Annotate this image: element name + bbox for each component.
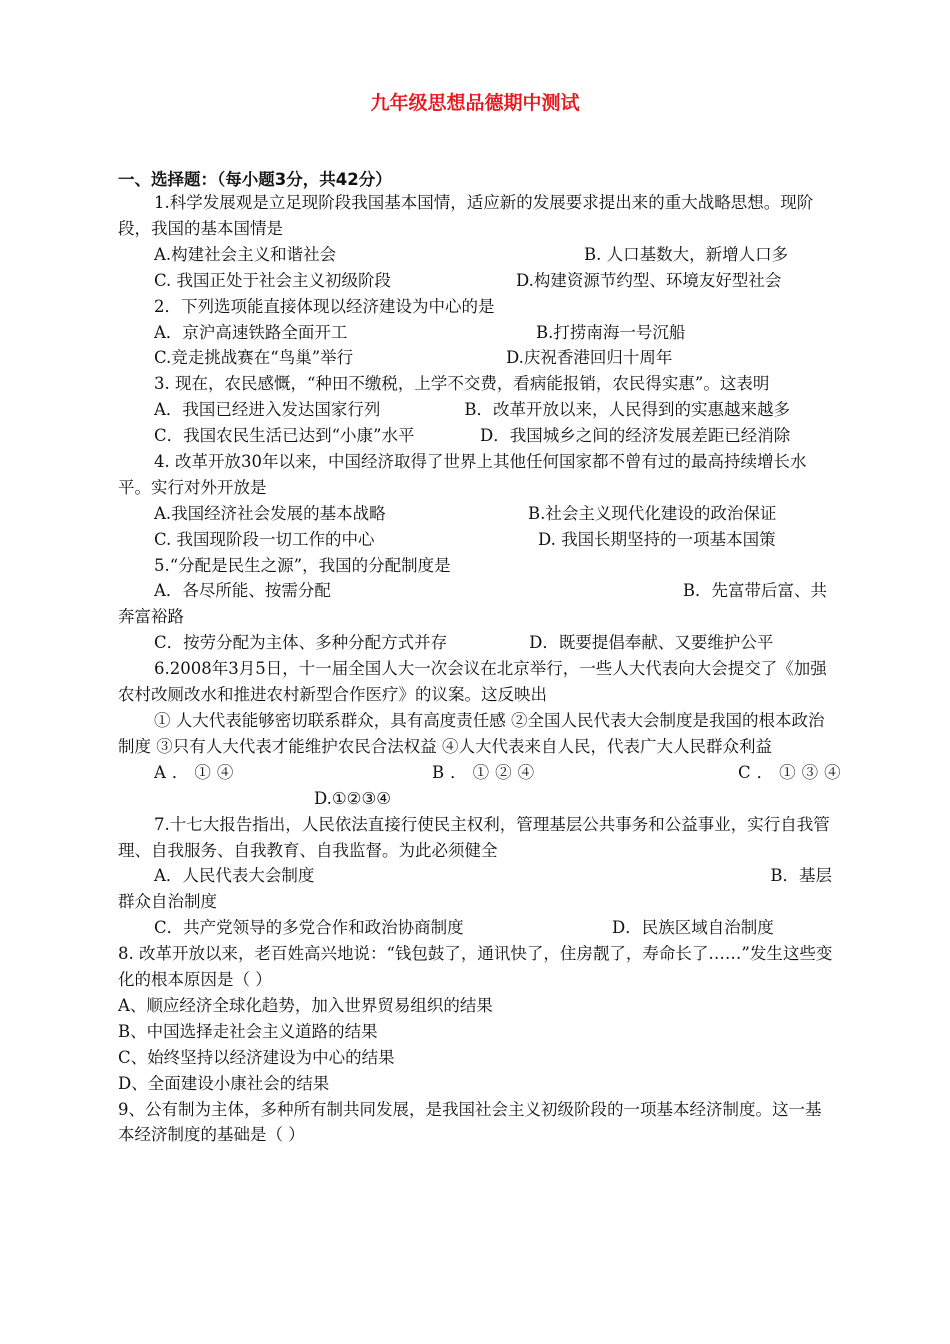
section-heading: 一、选择题：（每小题3分，共42分） bbox=[118, 170, 392, 189]
option-row-wrapped bbox=[118, 397, 834, 423]
option: D、全面建设小康社会的结果 bbox=[118, 1073, 330, 1093]
option: B. 人口基数大，新增人口多 bbox=[584, 244, 789, 264]
option-row-wrapped bbox=[118, 578, 834, 630]
option-row bbox=[118, 760, 847, 786]
option: D.构建资源节约型、环境友好型社会 bbox=[516, 270, 782, 290]
option: A、顺应经济全球化趋势，加入世界贸易组织的结果 bbox=[118, 995, 493, 1015]
page-title: 九年级思想品德期中测试 bbox=[370, 92, 580, 114]
option: B.社会主义现代化建设的政治保证 bbox=[528, 503, 777, 523]
option: C．我国农民生活已达到“小康”水平 bbox=[154, 426, 415, 446]
question-stem: 3. 现在，农民感慨，“种田不缴税，上学不交费，看病能报销，农民得实惠”。这表明 bbox=[154, 374, 770, 394]
option-row bbox=[118, 320, 834, 346]
option: A．①④ bbox=[154, 762, 240, 782]
option-row bbox=[118, 268, 834, 294]
option: A.构建社会主义和谐社会 bbox=[154, 244, 337, 264]
option: A．我国已经进入发达国家行列 bbox=[154, 400, 381, 420]
question-stem: 2．下列选项能直接体现以经济建设为中心的是 bbox=[154, 296, 495, 316]
option-row-wrapped bbox=[118, 863, 834, 915]
option: D．既要提倡奉献、又要维护公平 bbox=[529, 633, 774, 653]
option-row bbox=[118, 501, 834, 527]
question-stem: 8. 改革开放以来，老百姓高兴地说：“钱包鼓了，通讯快了，住房靓了，寿命长了……”发生这些变化的根本原因是（ ） bbox=[118, 944, 833, 990]
option-row bbox=[118, 242, 834, 268]
question-stem: 1.科学发展观是立足现阶段我国基本国情，适应新的发展要求提出来的重大战略思想。现阶段，我国的基本国情是 bbox=[118, 193, 814, 238]
question-body bbox=[118, 190, 847, 1148]
option: A．人民代表大会制度 bbox=[154, 866, 315, 886]
option: C．①③④ bbox=[738, 762, 847, 782]
option: A．各尽所能、按需分配 bbox=[154, 581, 331, 601]
option: C. 我国现阶段一切工作的中心 bbox=[154, 529, 375, 549]
question-stem: 6.2008年3月5日，十一届全国人大一次会议在北京举行，一些人大代表向大会提交了《加强农村改厕改水和推进农村新型合作医疗》的议案。这反映出 bbox=[118, 659, 827, 705]
option: B．基层群众自治制度 bbox=[118, 866, 833, 912]
option: B．①②④ bbox=[432, 762, 541, 782]
option-row bbox=[118, 786, 834, 812]
option: D.①②③④ bbox=[314, 788, 392, 808]
option: B．先富带后富、共奔富裕路 bbox=[118, 581, 828, 627]
option: C．共产党领导的多党合作和政治协商制度 bbox=[154, 918, 464, 938]
question-stem: 4. 改革开放30年以来，中国经济取得了世界上其他任何国家都不曾有过的最高持续增长水平。实行对外开放是 bbox=[118, 451, 807, 497]
option-row bbox=[118, 345, 834, 371]
option: B．改革开放以来，人民得到的实惠越来越多 bbox=[464, 400, 791, 420]
option: B.打捞南海一号沉船 bbox=[536, 322, 686, 342]
option-row-wrapped bbox=[118, 630, 834, 656]
question-statements: ① 人大代表能够密切联系群众，具有高度责任感 ②全国人民代表大会制度是我国的根本政治制度 ③只有人大代表才能维护农民合法权益 ④人大代表来自人民，代表广大人民群众利益 bbox=[118, 711, 825, 756]
question-stem: 9、公有制为主体，多种所有制共同发展，是我国社会主义初级阶段的一项基本经济制度。这一基本经济制度的基础是（ ） bbox=[118, 1099, 822, 1145]
option: C. 我国正处于社会主义初级阶段 bbox=[154, 270, 392, 290]
option: B、中国选择走社会主义道路的结果 bbox=[118, 1021, 378, 1041]
question-stem: 7.十七大报告指出，人民依法直接行使民主权利，管理基层公共事务和公益事业，实行自我管理、自我服务、自我教育、自我监督。为此必须健全 bbox=[118, 814, 830, 860]
option: C、始终坚持以经济建设为中心的结果 bbox=[118, 1047, 395, 1067]
option: D．我国城乡之间的经济发展差距已经消除 bbox=[480, 426, 791, 446]
option: D．民族区域自治制度 bbox=[612, 918, 774, 938]
option-row bbox=[118, 915, 834, 941]
option: C．按劳分配为主体、多种分配方式并存 bbox=[154, 633, 448, 653]
option-row bbox=[118, 423, 834, 449]
option: D. 我国长期坚持的一项基本国策 bbox=[538, 529, 776, 549]
option: A.我国经济社会发展的基本战略 bbox=[154, 503, 386, 523]
question-stem: 5.“分配是民生之源”，我国的分配制度是 bbox=[154, 555, 451, 575]
option: C.竞走挑战赛在“鸟巢”举行 bbox=[154, 348, 354, 368]
option: A．京沪高速铁路全面开工 bbox=[154, 322, 348, 342]
option: D.庆祝香港回归十周年 bbox=[506, 348, 673, 368]
option-row bbox=[118, 527, 834, 553]
